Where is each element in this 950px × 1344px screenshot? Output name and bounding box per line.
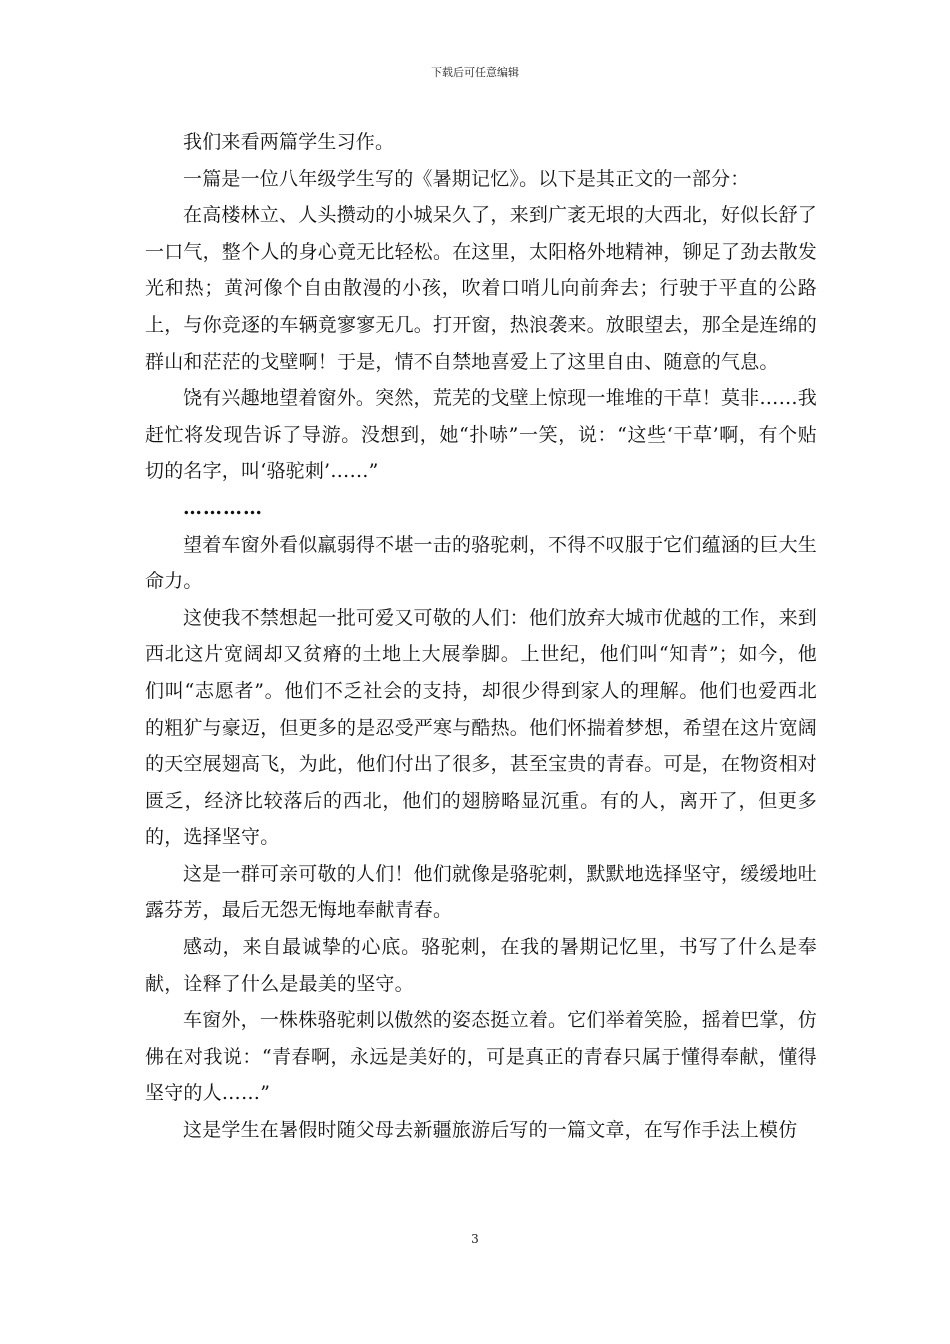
paragraph-commentary: 这是学生在暑假时随父母去新疆旅游后写的一篇文章，在写作手法上模仿 — [183, 1119, 798, 1142]
document-body — [145, 124, 817, 1149]
paragraph-essay-introduction: 一篇是一位八年级学生写的《暑期记忆》。以下是其正文的一部分： — [183, 167, 750, 190]
page-number: 3 — [471, 1232, 479, 1246]
paragraph-essay-3: 望着车窗外看似羸弱得不堪一击的骆驼刺，不得不叹服于它们蕴涵的巨大生命力。 — [145, 533, 817, 593]
paragraph-essay-4: 这使我不禁想起一批可爱又可敬的人们：他们放弃大城市优越的工作，来到西北这片宽阔却又贫瘠的土地上大展拳脚。上世纪，他们叫“知青”；如今，他们叫“志愿者”。他们不乏社会的支持，却很少得到家人的理解。他们也爱西北的粗犷与豪迈，但更多的是忍受严寒与酷热。他们怀揣着梦想，希望在这片宽阔的天空展翅高飞，为此，他们付出了很多，甚至宝贵的青春。可是，在物资相对匮乏，经济比较落后的西北，他们的翅膀略显沉重。有的人，离开了，但更多的，选择坚守。 — [145, 606, 818, 849]
page-header: 下载后可任意编辑 — [431, 66, 519, 79]
paragraph-essay-7: 车窗外，一株株骆驼刺以傲然的姿态挺立着。它们举着笑脸，摇着巴掌，仿佛在对我说：“青春啊，永远是美好的，可是真正的青春只属于懂得奉献，懂得坚守的人……” — [145, 1009, 817, 1105]
paragraph-essay-6: 感动，来自最诚挚的心底。骆驼刺，在我的暑期记忆里，书写了什么是奉献，诠释了什么是最美的坚守。 — [145, 936, 817, 995]
paragraph-essay-5: 这是一群可亲可敬的人们！他们就像是骆驼刺，默默地选择坚守，缓缓地吐露芬芳，最后无怨无悔地奉献青春。 — [145, 862, 817, 922]
paragraph-intro: 我们来看两篇学生习作。 — [183, 131, 395, 153]
paragraph-essay-2: 饶有兴趣地望着窗外。突然，荒芜的戈壁上惊现一堆堆的干草！莫非……我赶忙将发现告诉了导游。没想到，她“扑哧”一笑，说：“这些‘干草’啊，有个贴切的名字，叫‘骆驼刺’……” — [145, 387, 817, 483]
paragraph-essay-1: 在高楼林立、人头攒动的小城呆久了，来到广袤无垠的大西北，好似长舒了一口气，整个人的身心竟无比轻松。在这里，太阳格外地精神，铆足了劲去散发光和热；黄河像个自由散漫的小孩，吹着口哨儿向前奔去；行驶于平直的公路上，与你竞逐的车辆竟寥寥无几。打开窗，热浪袭来。放眼望去，那全是连绵的群山和茫茫的戈壁啊！于是，情不自禁地喜爱上了这里自由、随意的气息。 — [145, 204, 818, 373]
paragraph-ellipsis: ………… — [183, 496, 263, 519]
